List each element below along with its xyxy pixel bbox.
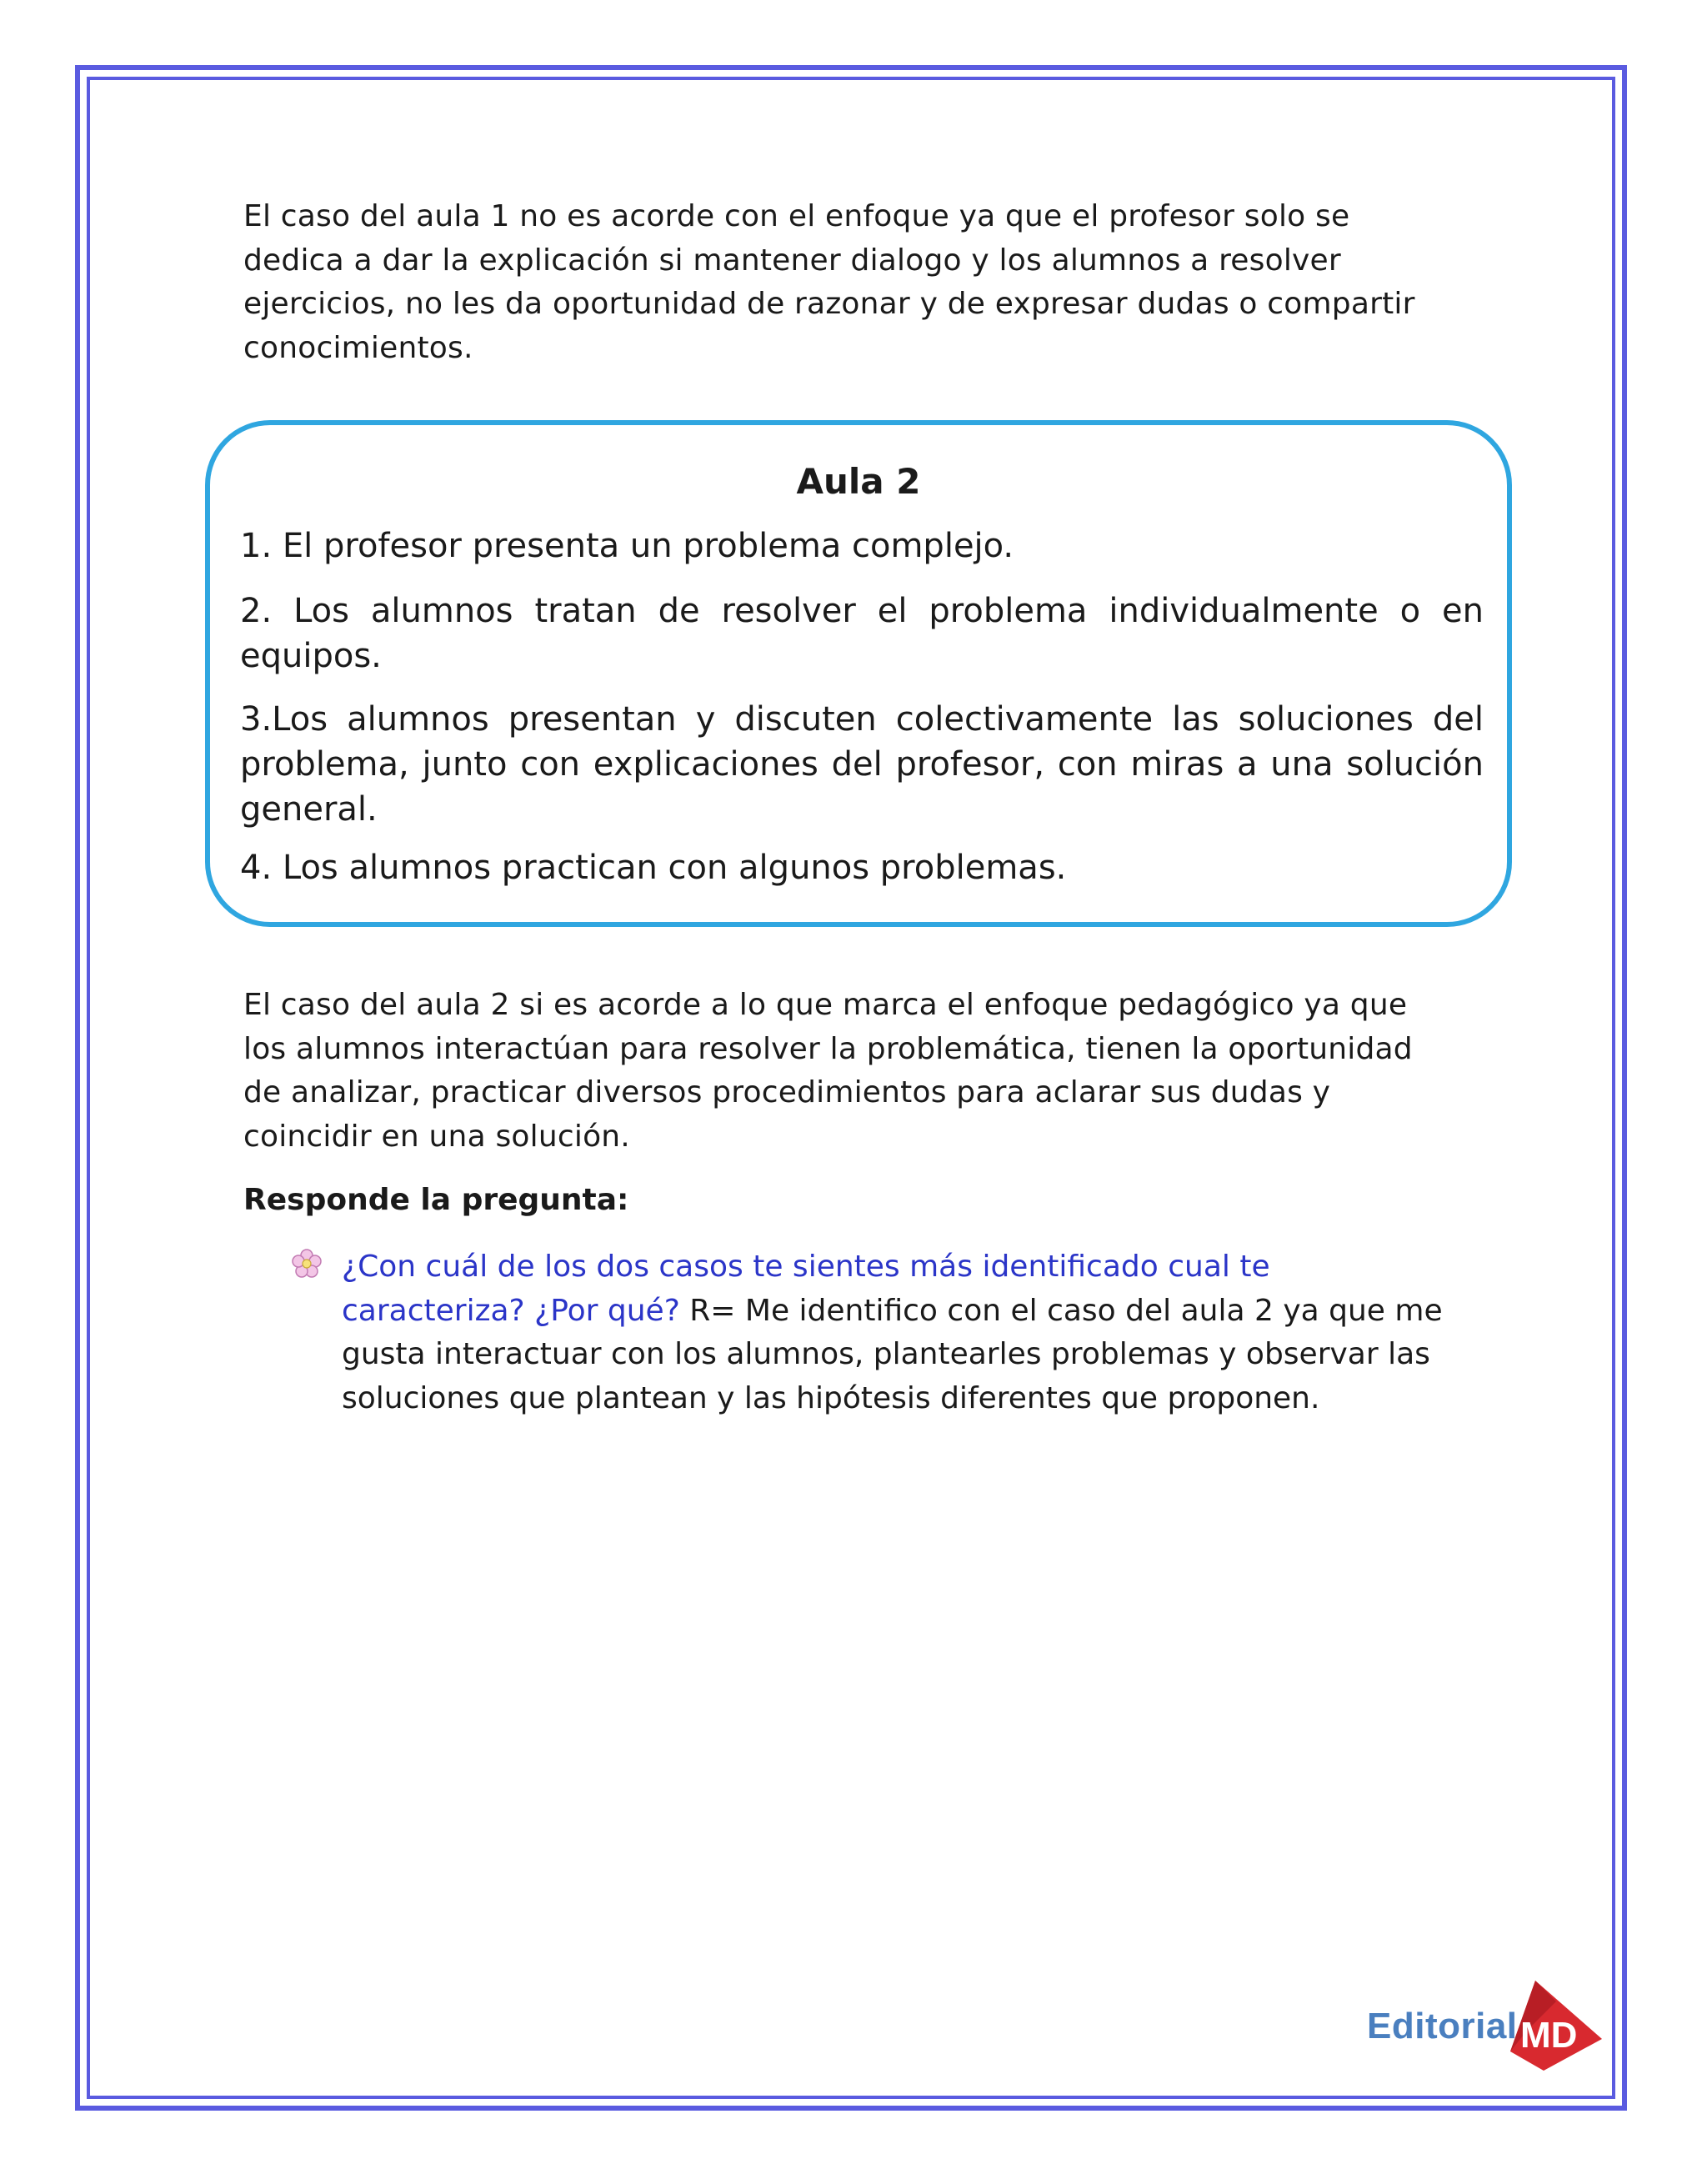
aula-item-3: 3.Los alumnos presentan y discuten colectivamente las soluciones del problema, junto con explicaciones del profesor, con miras a una solución general. [240,700,1484,829]
question-answer-block [342,1245,1450,1420]
question-text: ¿Con cuál de los dos casos te sientes más identificado cual te caracteriza? ¿Por qué? [342,1250,1270,1328]
aula-item-1: 1. El profesor presenta un problema complejo. [240,527,1014,565]
logo-text: Editorial [1367,2006,1518,2046]
aula2-commentary-paragraph: El caso del aula 2 si es acorde a lo que marca el enfoque pedagógico ya que los alumnos interactúan para resolver la problemática, tienen la oportunidad de analizar, practicar diversos procedimientos para aclarar sus dudas y coincidir en una solución. [243,988,1413,1154]
md-logo-mark-icon [1510,1981,1602,2071]
aula-2-box [205,420,1512,927]
editorial-md-logo [1367,1981,1600,2071]
logo-mark-text: MD [1520,2015,1578,2056]
aula-item-2: 2. Los alumnos tratan de resolver el problema individualmente o en equipos. [240,592,1484,675]
aula-item-4: 4. Los alumnos practican con algunos problemas. [240,849,1067,887]
flower-bullet-icon [290,1247,323,1280]
aula1-commentary-paragraph: El caso del aula 1 no es acorde con el enfoque ya que el profesor solo se dedica a dar la explicación si mantener dialogo y los alumnos a resolver ejercicios, no les da oportunidad de razonar y de expresar dudas o compartir conocimientos. [243,199,1415,365]
question-heading: Responde la pregunta: [243,1183,629,1217]
answer-text: R= Me identifico con el caso del aula 2 ya que me gusta interactuar con los alumnos, plantearles problemas y observar las soluciones que plantean y las hipótesis diferentes que proponen. [342,1293,1443,1415]
aula-box-title: Aula 2 [796,461,921,502]
